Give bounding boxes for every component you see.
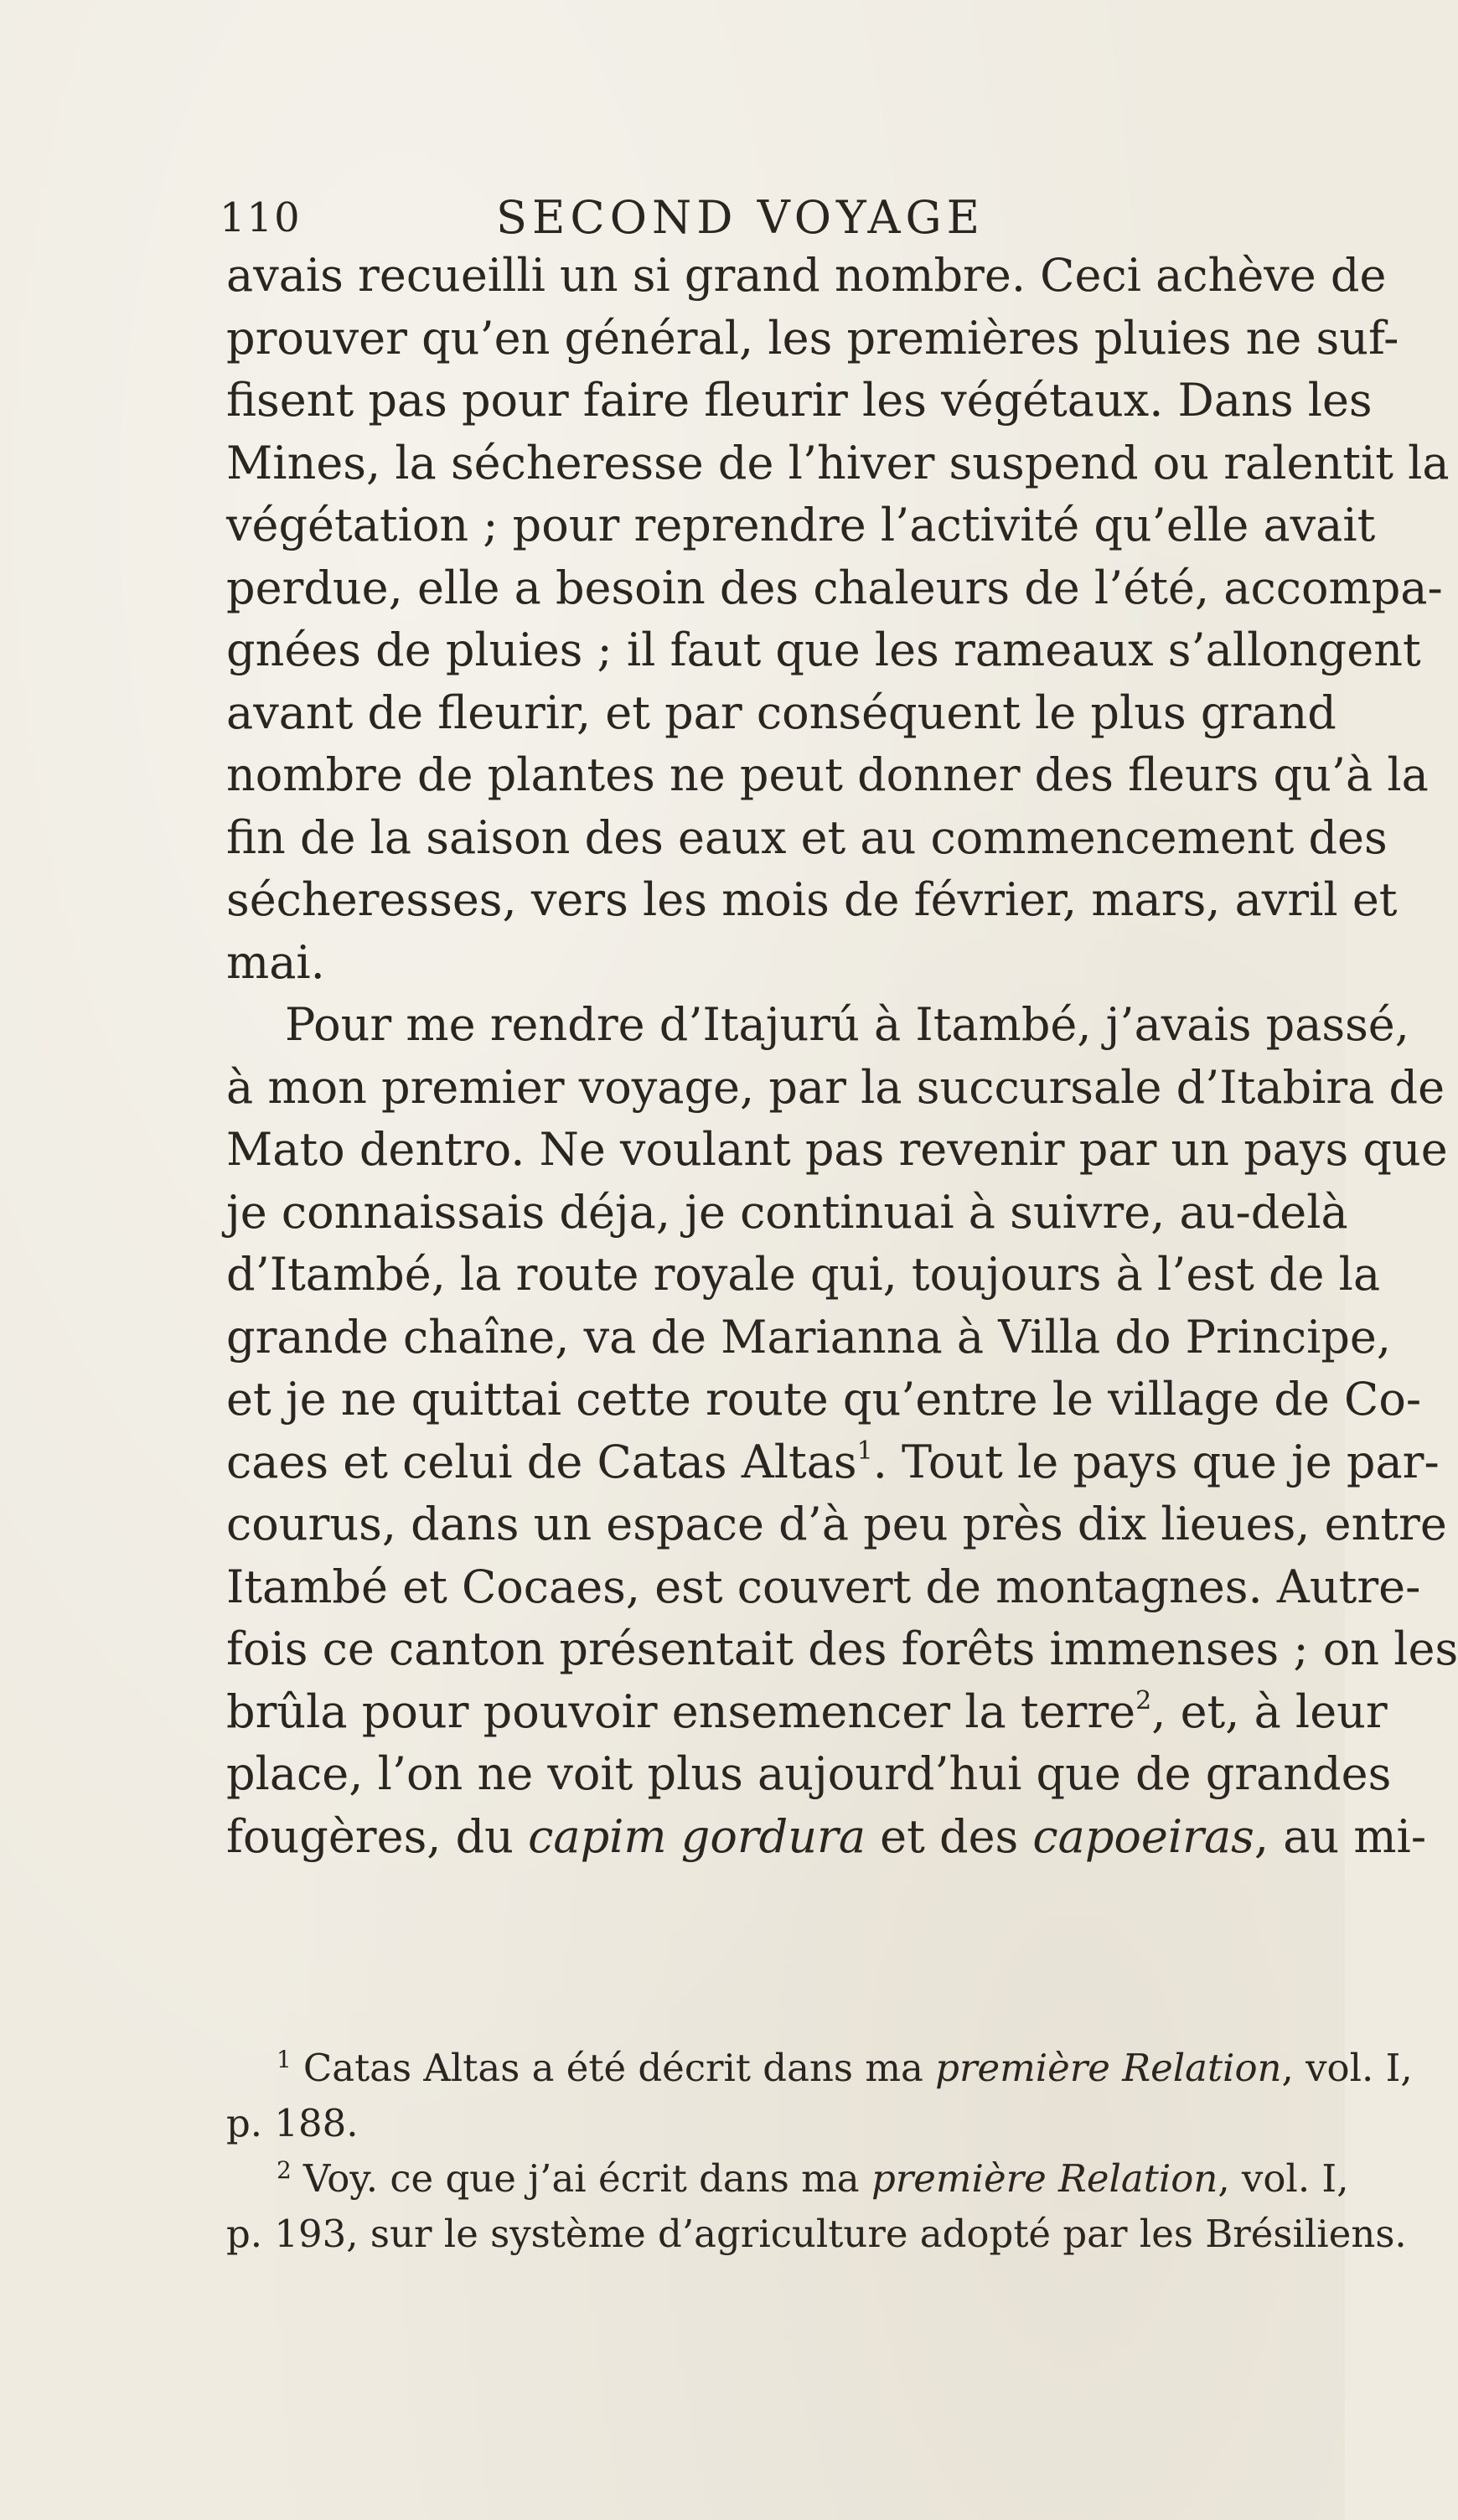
footnotes bbox=[226, 2041, 1413, 2262]
text-line-with-note bbox=[226, 1431, 1440, 1494]
footnote-italic: première Relation bbox=[935, 2046, 1282, 2090]
note-reference: 2 bbox=[1135, 1685, 1152, 1715]
text-line-with-note bbox=[226, 1681, 1388, 1744]
page-number: 110 bbox=[220, 194, 302, 241]
text-line: courus, dans un espace d’à peu près dix lieues, entre bbox=[226, 1498, 1447, 1550]
text-line: perdue, elle a besoin des chaleurs de l’été, accompa- bbox=[226, 561, 1443, 614]
italic-term: capoeiras bbox=[1032, 1809, 1254, 1863]
text-line: mai. bbox=[226, 935, 325, 989]
text-segment: fougères, du bbox=[226, 1809, 529, 1863]
footnote-2-continued: p. 193, sur le système d’agriculture adopté par les Brésiliens. bbox=[226, 2212, 1407, 2256]
text-segment: caes et celui de Catas Altas bbox=[226, 1435, 857, 1488]
text-line: gnées de pluies ; il faut que les rameaux s’allongent bbox=[226, 624, 1421, 676]
text-line: grande chaîne, va de Marianna à Villa do Principe, bbox=[226, 1310, 1392, 1363]
footnote-text: Voy. ce que j’ai écrit dans ma bbox=[302, 2156, 871, 2201]
text-line: Mines, la sécheresse de l’hiver suspend ou ralentit la bbox=[226, 436, 1450, 489]
footnote-marker: 1 bbox=[277, 2046, 292, 2073]
text-line: Mato dentro. Ne voulant pas revenir par un pays que bbox=[226, 1123, 1448, 1176]
text-line: nombre de plantes ne peut donner des fleurs qu’à la bbox=[226, 748, 1429, 801]
text-line: fisent pas pour faire fleurir les végétaux. Dans les bbox=[226, 374, 1373, 427]
footnote-text: Catas Altas a été décrit dans ma bbox=[302, 2046, 936, 2090]
text-line: à mon premier voyage, par la succursale d’Itabira de bbox=[226, 1060, 1445, 1114]
text-line: fois ce canton présentait des forêts immenses ; on les bbox=[226, 1622, 1458, 1675]
footnote-1 bbox=[226, 2041, 1413, 2096]
footnote-italic: première Relation bbox=[871, 2156, 1218, 2201]
page-header bbox=[220, 189, 1342, 247]
text-segment: brûla pour pouvoir ensemencer la terre bbox=[226, 1684, 1136, 1738]
text-line: sécheresses, vers les mois de février, mars, avril et bbox=[226, 873, 1398, 926]
body-text bbox=[226, 245, 1458, 1868]
footnote-text: , vol. I, bbox=[1281, 2046, 1413, 2090]
text-line: fin de la saison des eaux et au commencement des bbox=[226, 810, 1388, 864]
text-line: avais recueilli un si grand nombre. Ceci achève de bbox=[226, 249, 1387, 302]
text-line: Itambé et Cocaes, est couvert de montagnes. Autre- bbox=[226, 1560, 1421, 1613]
text-line: d’Itambé, la route royale qui, toujours à l’est de la bbox=[226, 1248, 1381, 1301]
footnote-marker: 2 bbox=[277, 2156, 292, 2184]
running-title: SECOND VOYAGE bbox=[496, 191, 985, 244]
text-line: et je ne quittai cette route qu’entre le village de Co- bbox=[226, 1373, 1422, 1426]
text-segment: et des bbox=[866, 1809, 1033, 1863]
text-line: je connaissais déja, je continuai à suivre, au-delà bbox=[226, 1185, 1348, 1239]
text-segment: , et, à leur bbox=[1151, 1684, 1388, 1738]
text-line: végétation ; pour reprendre l’activité qu’elle avait bbox=[226, 499, 1376, 551]
note-reference: 1 bbox=[856, 1436, 873, 1466]
text-line: avant de fleurir, et par conséquent le plus grand bbox=[226, 686, 1336, 739]
footnote-2 bbox=[226, 2151, 1349, 2207]
footnote-1-continued: p. 188. bbox=[226, 2101, 359, 2145]
text-line-with-italics bbox=[226, 1806, 1427, 1869]
italic-term: capim gordura bbox=[528, 1809, 866, 1863]
text-segment: . Tout le pays que je par- bbox=[872, 1435, 1440, 1488]
text-line: place, l’on ne voit plus aujourd’hui que de grandes bbox=[226, 1747, 1392, 1800]
text-line: prouver qu’en général, les premières pluies ne suf- bbox=[226, 311, 1399, 365]
text-segment: , au mi- bbox=[1254, 1809, 1427, 1863]
text-line-paragraph-start: Pour me rendre d’Itajurú à Itambé, j’avais passé, bbox=[285, 998, 1409, 1051]
footnote-text: , vol. I, bbox=[1218, 2156, 1349, 2201]
